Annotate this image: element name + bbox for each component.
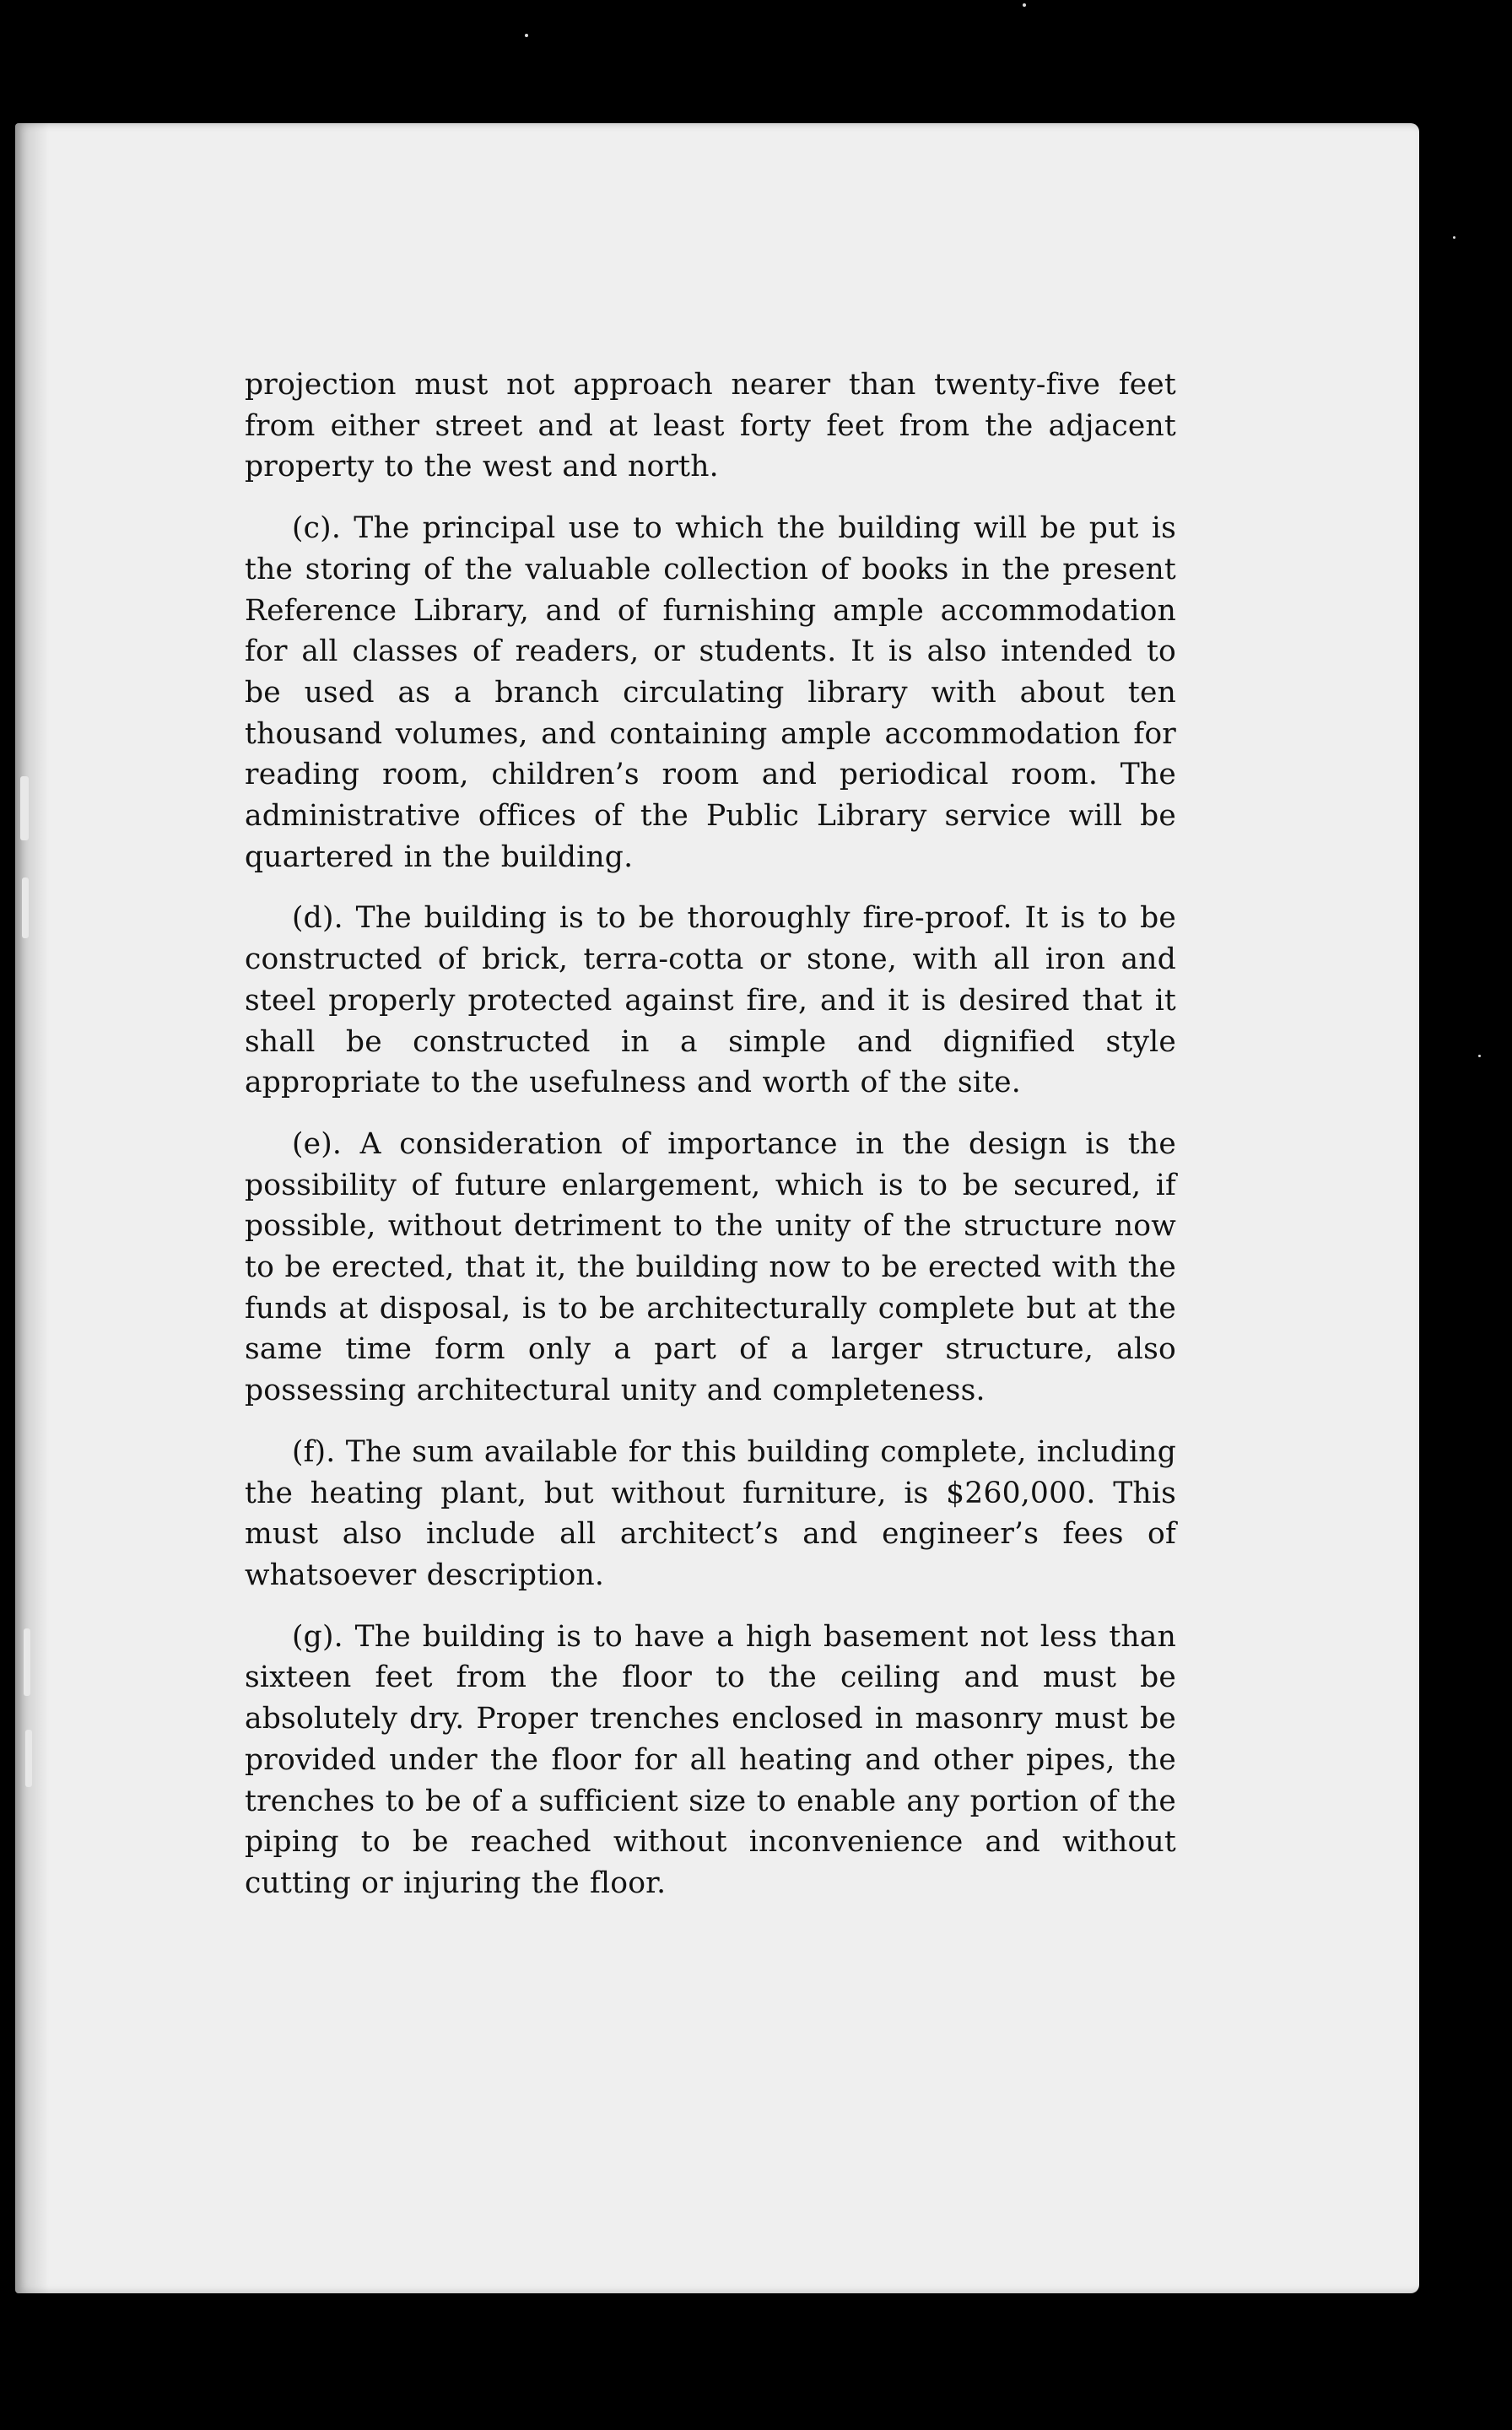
page-edge-shadow <box>15 123 49 2293</box>
document-page <box>15 123 1419 2293</box>
scan-speck <box>1453 236 1455 239</box>
paragraph-continuation: projection must not approach nearer than twenty-five feet from either street and at least forty feet from the adjacent property to the west and north. <box>245 368 1176 484</box>
binding-mark-1 <box>20 776 29 840</box>
paragraph-clause-e: (e). A consideration of importance in the design is the possibility of future enlargement, which is to be secured, if possible, without detriment to the unity of the structure now to be erected, that it, the building now to be erected with the funds at disposal, is to be architecturally complete but at the same time form only a part of a larger structure, also possessing architectural unity and completeness. <box>245 1126 1176 1408</box>
binding-mark-3 <box>24 1628 30 1696</box>
paragraph-clause-g: (g). The building is to have a high basement not less than sixteen feet from the floor to the ceiling and must be absolutely dry. Proper trenches enclosed in masonry must be provided under the floor for all heating and other pipes, the trenches to be of a sufficient size to enable any portion of the piping to be reached without inconvenience and without cutting or injuring the floor. <box>245 1619 1176 1900</box>
scan-speck <box>1023 3 1026 7</box>
body-text <box>245 364 1176 1904</box>
scan-speck <box>525 34 528 37</box>
paragraph-clause-f: (f). The sum available for this building complete, including the heating plant, but without furniture, is $260,000. This must also include all architect’s and engineer’s fees of whatsoever description. <box>245 1434 1176 1592</box>
paragraph-clause-d: (d). The building is to be thoroughly fire-proof. It is to be constructed of brick, terra-cotta or stone, with all iron and steel properly protected against fire, and it is desired that it shall be constructed in a simple and dignified style appropriate to the usefulness and worth of the site. <box>245 901 1176 1100</box>
binding-mark-4 <box>25 1730 32 1787</box>
binding-mark-2 <box>22 878 29 938</box>
paragraph-clause-c: (c). The principal use to which the building will be put is the storing of the valuable collection of books in the present Reference Library, and of furnishing ample accommodation for all classes of readers, or students. It is also intended to be used as a branch circulating library with about ten thousand volumes, and containing ample accommodation for reading room, children’s room and periodical room. The administrative offices of the Public Library service will be quartered in the building. <box>245 511 1176 874</box>
scan-speck <box>1478 1055 1481 1057</box>
